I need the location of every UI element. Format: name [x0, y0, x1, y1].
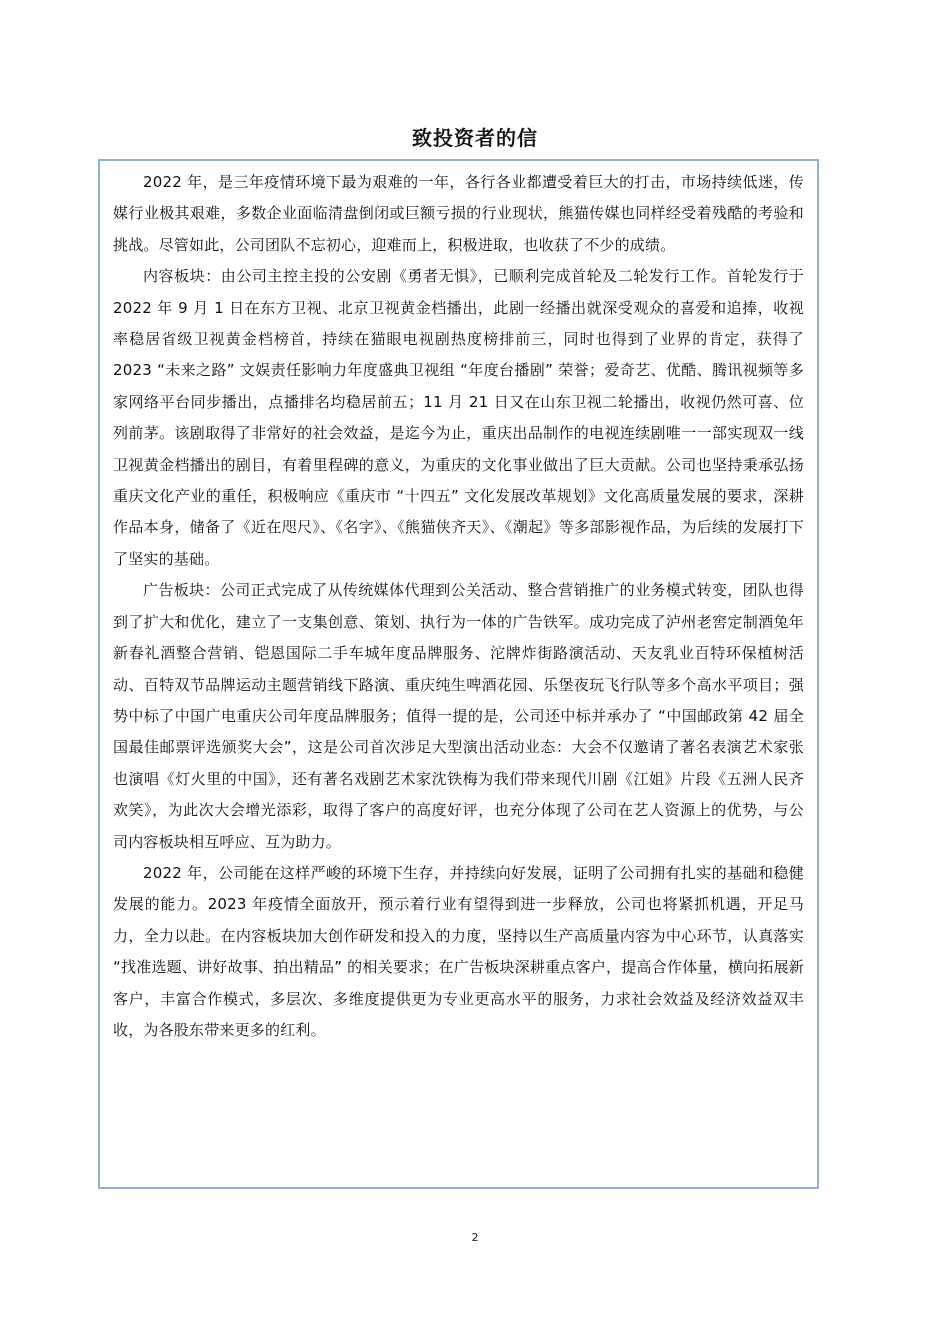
letter-content-box [98, 159, 819, 1189]
paragraph-outlook: 2022 年，公司能在这样严峻的环境下生存，并持续向好发展，证明了公司拥有扎实的基础和稳健发展的能力。2023 年疫情全面放开，预示着行业有望得到进一步释放，公司也将紧抓机遇，开足马力，全力以赴。在内容板块加大创作研发和投入的力度，坚持以生产高质量内容为中心环节，认真落实 “找准选题、讲好故事、拍出精品” 的相关要求；在广告板块深耕重点客户，提高合作体量，横向拓展新客户，丰富合作模式，多层次、多维度提供更为专业更高水平的服务，力求社会效益及经济效益双丰收，为各股东带来更多的红利。 [113, 863, 804, 1039]
page-number: 2 [471, 1231, 479, 1244]
paragraph-content-segment: 内容板块：由公司主控主投的公安剧《勇者无惧》，已顺利完成首轮及二轮发行工作。首轮发行于 2022 年 9 月 1 日在东方卫视、北京卫视黄金档播出，此剧一经播出就深受观众的喜爱和追捧，收视率稳居省级卫视黄金档榜首，持续在猫眼电视剧热度榜排前三，同时也得到了业界的肯定，获得了 2023 “未来之路” 文娱责任影响力年度盛典卫视组 “年度台播剧” 荣誉；爱奇艺、优酷、腾讯视频等多家网络平台同步播出，点播排名均稳居前五；11 月 21 日又在山东卫视二轮播出，收视仍然可喜、位列前茅。该剧取得了非常好的社会效益，是迄今为止，重庆出品制作的电视连续剧唯一一部实现双一线卫视黄金档播出的剧目，有着里程碑的意义，为重庆的文化事业做出了巨大贡献。公司也坚持秉承弘扬重庆文化产业的重任，积极响应《重庆市 “十四五” 文化发展改革规划》文化高质量发展的要求，深耕作品本身，储备了《近在咫尺》、《名字》、《熊猫侠齐天》、《潮起》等多部影视作品，为后续的发展打下了坚实的基础。 [113, 267, 804, 568]
paragraph-intro: 2022 年，是三年疫情环境下最为艰难的一年，各行各业都遭受着巨大的打击，市场持续低迷，传媒行业极其艰难，多数企业面临清盘倒闭或巨额亏损的行业现状，熊猫传媒也同样经受着残酷的考验和挑战。尽管如此，公司团队不忘初心，迎难而上，积极进取，也收获了不少的成绩。 [113, 173, 804, 254]
page-title: 致投资者的信 [412, 126, 538, 150]
paragraph-advertising-segment: 广告板块：公司正式完成了从传统媒体代理到公关活动、整合营销推广的业务模式转变，团队也得到了扩大和优化，建立了一支集创意、策划、执行为一体的广告铁军。成功完成了泸州老窖定制酒兔年新春礼酒整合营销、铠恩国际二手车城年度品牌服务、沱牌炸街路演活动、天友乳业百特环保植树活动、百特双节品牌运动主题营销线下路演、重庆纯生啤酒花园、乐堡夜玩飞行队等多个高水平项目；强势中标了中国广电重庆公司年度品牌服务；值得一提的是，公司还中标并承办了 “中国邮政第 42 届全国最佳邮票评选颁奖大会”，这是公司首次涉足大型演出活动业态：大会不仅邀请了著名表演艺术家张也演唱《灯火里的中国》，还有著名戏剧艺术家沈铁梅为我们带来现代川剧《江姐》片段《五洲人民齐欢笑》，为此次大会增光添彩，取得了客户的高度好评，也充分体现了公司在艺人资源上的优势，与公司内容板块相互呼应、互为助力。 [113, 581, 804, 851]
